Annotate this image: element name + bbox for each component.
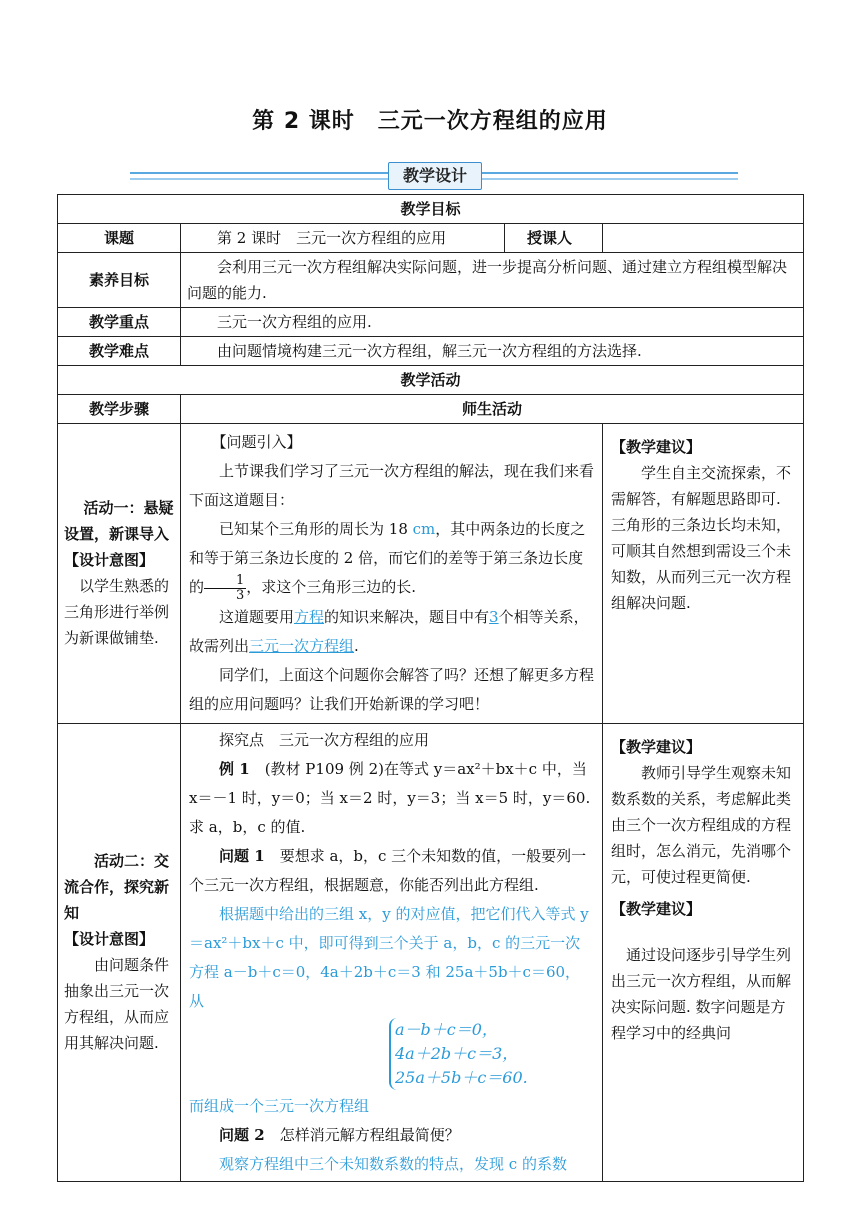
activity2-left [58,723,181,1181]
steps-label: 教学步骤 [58,395,181,424]
activity1-p1: 上节课我们学习了三元一次方程组的解法，现在我们来看下面这道题目： [189,462,595,509]
teacher-value[interactable] [603,224,804,253]
answer-1: 根据题中给出的三组 x，y 的对应值，把它们代入等式 y＝ax²＋bx＋c 中，即可得到三个关于 a，b，c 的三元一次方程 a－b＋c＝0，4a＋2b＋c＝3 和 25a＋5b＋c＝60，从 [189,904,589,1010]
key-value: 三元一次方程组的应用. [181,308,804,337]
answer-2: 观察方程组中三个未知数系数的特点，发现 c 的系数 [219,1154,567,1173]
fill-blank-2: 3 [489,607,499,626]
suggestion-heading: 【教学建议】 [611,737,702,756]
page-title: 第 2 课时 三元一次方程组的应用 [252,109,608,134]
explore-point: 探究点 三元一次方程组的应用 [219,730,430,749]
activity2-content [181,723,603,1181]
section-banner [130,162,738,190]
suggestion-text: 教师引导学生观察未知数系数的关系，考虑解此类由三个一次方程组成的方程组时，怎么消元，先消哪个元，可使过程更简便. [611,763,792,886]
topic-label: 课题 [58,224,181,253]
design-intent-label: 【设计意图】 [64,930,155,948]
teacher-student-label: 师生活动 [181,395,804,424]
fraction-one-third: $\frac{1}{3}$ [204,574,246,603]
activity1-left [58,424,181,724]
difficulty-label: 教学难点 [58,337,181,366]
suggestion-heading: 【教学建议】 [611,899,702,918]
question-1: 问题 1 要想求 a，b，c 三个未知数的值，一般要列一个三元一次方程组，根据题意，你能否列出此方程组. [189,846,587,894]
design-intent-label: 【设计意图】 [64,551,155,570]
example-1: 例 1 (教材 P109 例 2)在等式 y＝ax²＋bx＋c 中，当 x＝－1 时，y＝0；当 x＝2 时，y＝3；当 x＝5 时，y＝60. 求 a，b，c 的值. [189,759,591,836]
fill-blank-1: 方程 [294,607,325,626]
activity1-p4: 同学们，上面这个问题你会解答了吗？还想了解更多方程组的应用问题吗？让我们开始新课的学习吧！ [189,665,595,713]
activity1-content [181,424,603,724]
activity2-title: 活动二：交流合作，探究新知 [64,852,170,922]
suggestion-text: 学生自主交流探索，不需解答，有解题思路即可. 三角形的三条边长均未知，可顺其自然想到需设三个未知数，从而列三元一次方程组解决问题. [611,464,792,612]
question-2: 问题 2 怎样消元解方程组最简便？ [219,1125,460,1144]
difficulty-value: 由问题情境构建三元一次方程组，解三元一次方程组的方法选择. [181,337,804,366]
activity1-p3: 这道题要用方程的知识来解决，题目中有3个相等关系，故需列出三元一次方程组. [189,607,589,655]
goals-header: 教学目标 [58,195,804,224]
literacy-label: 素养目标 [58,253,181,308]
activity1-intent: 以学生熟悉的三角形进行举例为新课做铺垫. [64,577,170,648]
lesson-table [57,194,804,1182]
activity1-suggestion [603,424,804,724]
topic-value: 第 2 课时 三元一次方程组的应用 [181,224,505,253]
activity2-suggestion [603,723,804,1181]
answer-1-tail: 而组成一个三元一次方程组 [189,1096,370,1115]
equation-system [189,1018,594,1090]
equation-system-block: a－b＋c＝0， 4a＋2b＋c＝3， 25a＋5b＋c＝60. [389,1018,528,1090]
activity1-title: 活动一：悬疑设置，新课导入 [64,499,174,544]
problem-intro-heading: 【问题引入】 [211,433,302,451]
banner-label: 教学设计 [388,162,482,190]
teacher-label: 授课人 [505,224,603,253]
activity1-p2: 已知某个三角形的周长为 18 cm，其中两条边的长度之和等于第三条边长度的 2 倍，而它们的差等于第三条边长度的 $\frac{1}{3}$ ，求这个三角形三边的长. [189,520,586,603]
activities-header: 教学活动 [58,366,804,395]
suggestion-heading: 【教学建议】 [611,438,702,456]
suggestion-text: 通过设问逐步引导学生列出三元一次方程组，从而解决实际问题. 数字问题是方程学习中的经典问 [611,945,792,1042]
literacy-value: 会利用三元一次方程组解决实际问题，进一步提高分析问题、通过建立方程组模型解决问题的能力. [181,253,804,308]
key-label: 教学重点 [58,308,181,337]
activity2-intent: 由问题条件抽象出三元一次方程组，从而应用其解决问题. [64,956,170,1052]
fill-blank-3: 三元一次方程组 [249,636,355,655]
